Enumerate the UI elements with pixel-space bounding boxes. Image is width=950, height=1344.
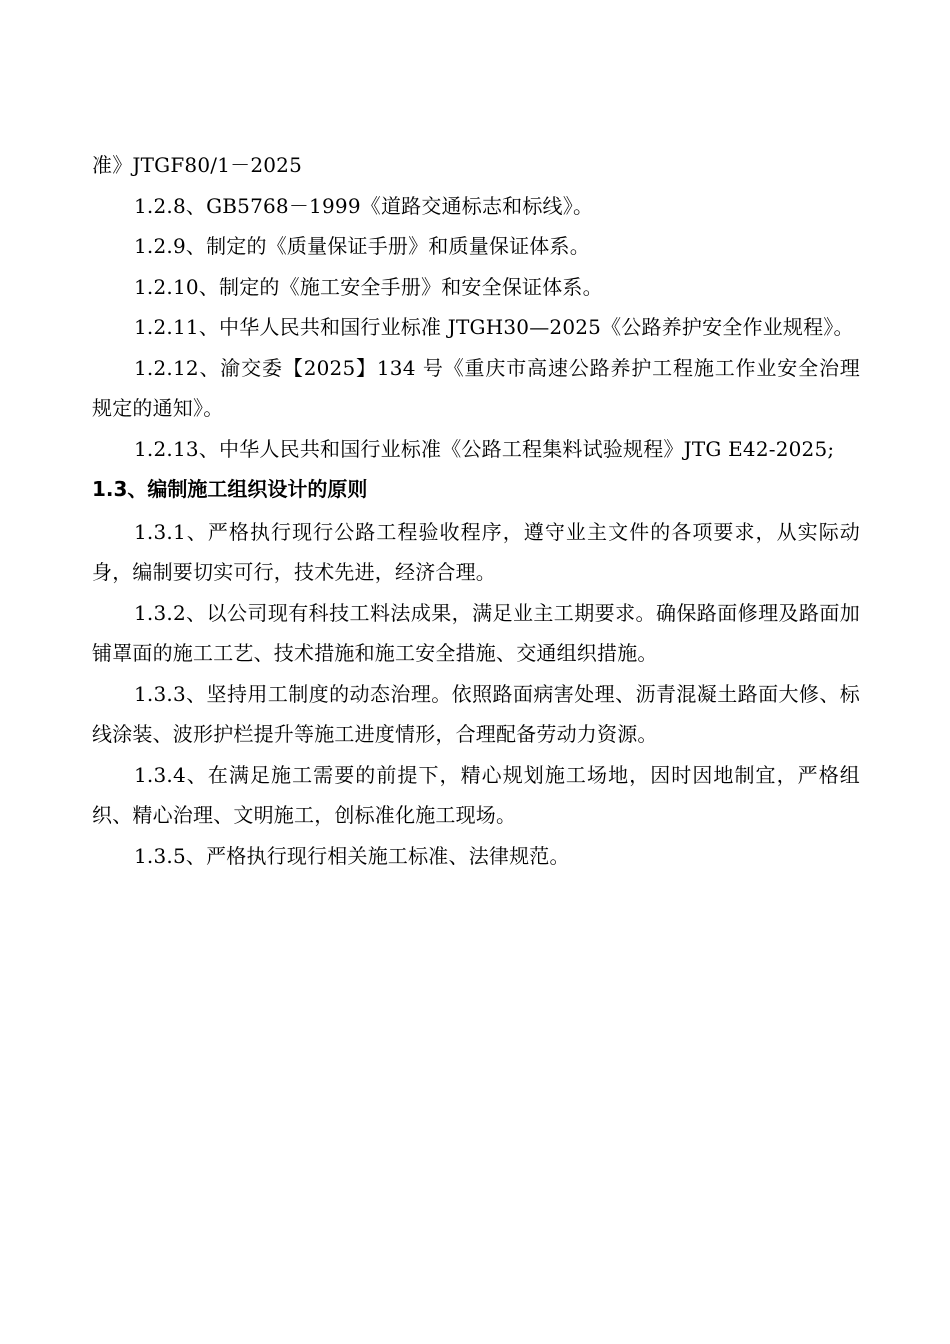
item-1-2-11: 1.2.11、中华人民共和国行业标准 JTGH30—2025《公路养护安全作业规程》。 xyxy=(134,315,854,339)
section-heading-1-3: 1.3、编制施工组织设计的原则 xyxy=(92,477,368,501)
item-1-3-4: 1.3.4、在满足施工需要的前提下，精心规划施工场地，因时因地制宜，严格组织、精心治理、文明施工，创标准化施工现场。 xyxy=(92,762,860,827)
item-1-2-8: 1.2.8、GB5768－1999《道路交通标志和标线》。 xyxy=(134,193,594,218)
item-1-3-1: 1.3.1、严格执行现行公路工程验收程序，遵守业主文件的各项要求，从实际动身，编制要切实可行，技术先进，经济合理。 xyxy=(92,519,860,584)
item-1-3-3: 1.3.3、坚持用工制度的动态治理。依照路面病害处理、沥青混凝土路面大修、标线涂装、波形护栏提升等施工进度情形，合理配备劳动力资源。 xyxy=(92,681,860,746)
item-1-2-13: 1.2.13、中华人民共和国行业标准《公路工程集料试验规程》JTG E42-2025; xyxy=(134,436,835,461)
item-1-3-2: 1.3.2、以公司现有科技工料法成果，满足业主工期要求。确保路面修理及路面加铺罩面的施工工艺、技术措施和施工安全措施、交通组织措施。 xyxy=(92,600,860,665)
item-1-3-5: 1.3.5、严格执行现行相关施工标准、法律规范。 xyxy=(134,843,570,868)
item-1-2-9: 1.2.9、制定的《质量保证手册》和质量保证体系。 xyxy=(134,234,590,258)
document-body xyxy=(92,145,860,876)
item-1-2-12: 1.2.12、渝交委【2025】134 号《重庆市高速公路养护工程施工作业安全治理规定的通知》。 xyxy=(92,355,860,420)
item-1-2-10: 1.2.10、制定的《施工安全手册》和安全保证体系。 xyxy=(134,274,603,299)
standard-reference-continuation: 准》JTGF80/1－2025 xyxy=(92,153,303,177)
